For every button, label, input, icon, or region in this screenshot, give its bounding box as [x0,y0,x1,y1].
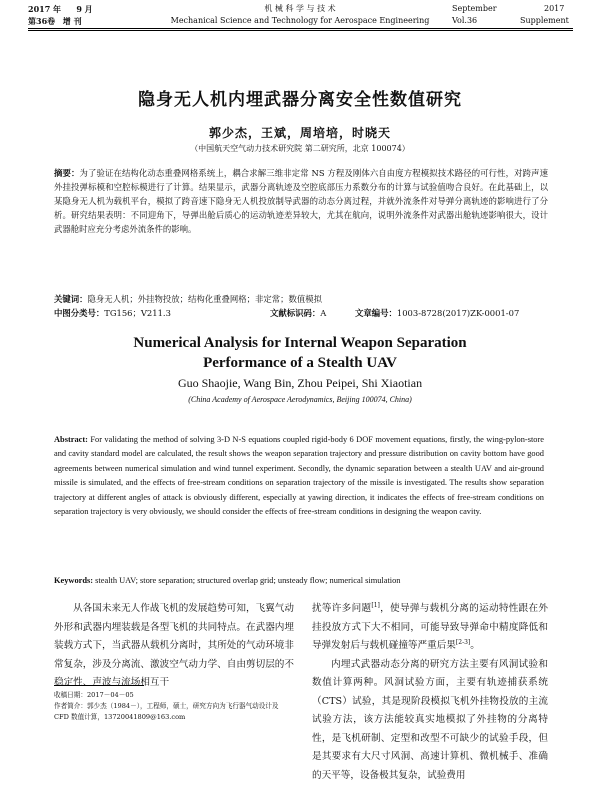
footnote-rule [54,685,144,686]
en-title [0,333,600,373]
cn-keywords [54,292,548,306]
cn-clc-label: 中图分类号： [54,308,104,318]
header-volume-cn: 第36卷 [28,16,55,26]
footnote [54,690,294,723]
en-title-line2: Performance of a Stealth UAV [0,353,600,373]
header-month-en: September [452,4,497,14]
body-right-p1-text-b: ，使导弹与载机分离的运动特性跟在外挂投放方式下大不相同，可能导致导弹命中精度降低和导弹发射后与载机碰撞等严重后果 [312,603,548,651]
cn-title: 隐身无人机内埋武器分离安全性数值研究 [0,85,600,110]
en-abstract-label: Abstract: [54,435,88,444]
body-left-paragraph: 从各国未来无人作战飞机的发展趋势可知，飞翼气动外形和武器内埋装载是各型飞机的共同特点。在武器内埋装载方式下，当武器从载机分离时，其所处的气动环境非常复杂，涉及分离流、激波空气动力学、自由剪切层的不稳定性、声波与流场相互干 [54,600,294,693]
body-right-paragraph-2: 内埋式武器动态分离的研究方法主要有风洞试验和数值计算两种。风洞试验方面，主要有轨迹捕获系统（CTS）试验，其是现阶段模拟飞机外挂物投放的主流试验方法，该方法能较真实地模拟了外挂物的分离特性，是飞机研制、定型和改型不可缺少的试验手段，但是其要求有大尺寸风洞、高速计算机、微机械手、准确的天平等，设备极其复杂，试验费用 [312,656,548,785]
cn-abstract-label: 摘要： [54,168,79,178]
cn-clc [54,306,171,320]
header-issue-en: Supplement [520,16,569,26]
footnote-received: 收稿日期：2017－04－05 [54,690,294,701]
body-left-column [54,600,294,693]
header-month-cn: 9 月 [76,4,92,14]
citation-1: [1] [371,602,380,609]
body-right-p1-text-c: 。 [470,640,480,651]
cn-keywords-label: 关键词： [54,294,88,304]
footnote-author-bio: 作者简介：郭少杰（1984－），工程师，硕士，研究方向为飞行器气动设计及 CFD 数值计算，13720041809@163.com [54,701,294,723]
en-title-line1: Numerical Analysis for Internal Weapon Separation [0,333,600,353]
citation-2-3: [2-3] [456,639,470,646]
cn-article-no-label: 文章编号： [355,308,397,318]
cn-clc-value: TG156；V211.3 [104,308,171,318]
en-keywords-text: stealth UAV; store separation; structured overlap grid; unsteady flow; numerical simulation [93,576,400,585]
cn-abstract [54,166,548,236]
header-journal-cn: 机 械 科 学 与 技 术 [0,4,600,14]
cn-authors: 郭少杰，王斌，周培培，时晓天 [0,124,600,141]
header-rule-bottom [28,30,573,31]
cn-article-no [355,306,519,320]
cn-affiliation: （中国航天空气动力技术研究院 第二研究所，北京 100074） [0,143,600,154]
header-year-en: 2017 [544,4,564,14]
cn-doc-code [270,306,326,320]
cn-abstract-text: 为了验证在结构化动态重叠网格系统上，耦合求解三维非定常 NS 方程及刚体六自由度方程模拟技术路径的可行性，对跨声速外挂投弹标模和空腔标模进行了计算。结果显示，武器分离轨迹及空腔底部压力系数分布的计算与试验值吻合良好。在此基础上，以某隐身无人机为载机平台，模拟了跨音速下隐身无人机投放制导武器的动态分离过程，并就外流条件对导弹分离轨迹的影响进行了分析。研究结果表明：不同迎角下，导弹出舱后质心的运动轨迹差异较大，尤其在航向，说明外流条件对武器出舱轨迹影响很大，设计武器舱时应充分考虑外流条件的影响。 [54,168,548,234]
header-year-cn: 2017 年 [28,4,61,14]
body-right-paragraph-1 [312,600,548,656]
en-affiliation: (China Academy of Aerospace Aerodynamics, Beijing 100074, China) [0,395,600,404]
en-keywords [54,575,544,587]
cn-keywords-text: 隐身无人机；外挂物投放；结构化重叠网格；非定常；数值模拟 [88,294,323,304]
en-authors: Guo Shaojie, Wang Bin, Zhou Peipei, Shi Xiaotian [0,376,600,391]
cn-doc-code-value: A [320,308,326,318]
en-keywords-label: Keywords: [54,576,93,585]
header-volume-en: Vol.36 [452,16,477,26]
body-right-p1-text-a: 扰等许多问题 [312,603,371,614]
body-right-column [312,600,548,785]
header-rule-top [28,28,573,29]
en-abstract [54,433,544,519]
en-abstract-text: For validating the method of solving 3-D N-S equations coupled rigid-body 6 DOF movement equations, firstly, the wing-pylon-store and cavity standard model are calculated, the result shows the weapon separation trajectory and pressure distribution on cavity bottom have good agreements between numerical simulation and wind tunnel experiment. Secondly, the dynamic separation between a stealth UAV and air-ground missile is simulated, and the effects of free-stream conditions on separation trajectory of the missile is investigated. The results show separation trajectory at different angles of attack is obviously different, especially at yawing direction, it indicates the effects of free-stream conditions on separation trajectory is very obviously, we should consider the effects of free-stream conditions in designing the weapon cavity. [54,435,544,516]
header-journal-en: Mechanical Science and Technology for Aerospace Engineering [0,16,600,26]
cn-article-no-value: 1003-8728(2017)ZK-0001-07 [397,308,519,318]
header-issue-cn: 增 刊 [63,16,82,26]
cn-doc-code-label: 文献标识码： [270,308,320,318]
